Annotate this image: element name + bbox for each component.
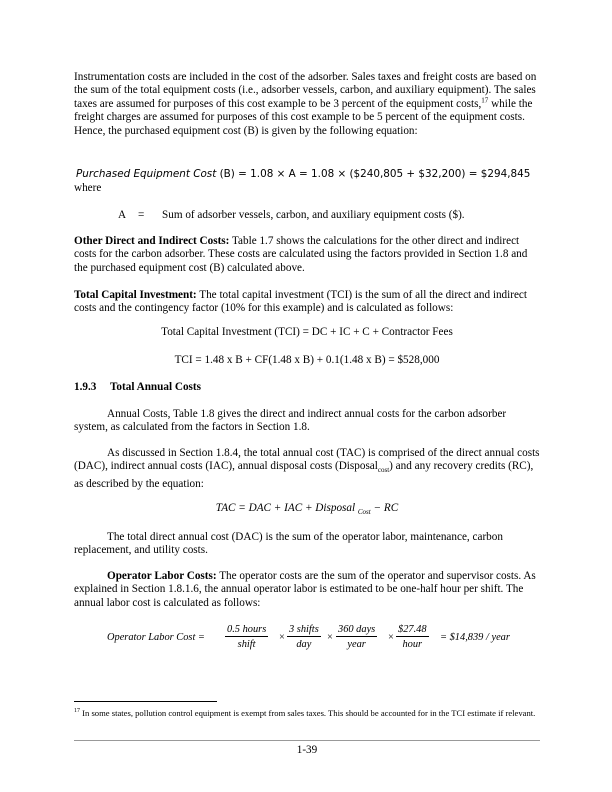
fraction-shifts-per-day	[287, 624, 321, 650]
equation-lhs: Purchased Equipment Cost	[76, 168, 217, 180]
paragraph-tac	[74, 447, 540, 491]
definition-equals: =	[138, 209, 145, 221]
denominator: hour	[402, 639, 423, 650]
equation-tci-definition: Total Capital Investment (TCI) = DC + IC + C + Contractor Fees	[161, 326, 453, 338]
run-in-heading: Other Direct and Indirect Costs:	[74, 235, 230, 247]
numerator: 3 shifts	[289, 624, 319, 635]
page-footer-divider	[74, 740, 540, 741]
paragraph-total-capital	[74, 289, 540, 316]
page-number: 1-39	[296, 744, 318, 756]
equation-lhs: Operator Labor Cost =	[107, 632, 205, 643]
paragraph-annual-costs: Annual Costs, Table 1.8 gives the direct and indirect annual costs for the carbon adsorber system, as calculated from the factors in Section 1.8.	[74, 408, 507, 434]
equation-purchased-equipment-cost	[76, 168, 530, 180]
paragraph-instrumentation	[74, 71, 540, 138]
run-in-heading: Operator Labor Costs:	[107, 570, 217, 582]
footnote-divider	[74, 701, 217, 702]
fraction-hours-per-shift	[225, 624, 268, 650]
numerator: 360 days	[338, 624, 376, 635]
paragraph-text: while the freight charges are assumed for purposes of this cost example to be 5 percent of the equipment costs. Hence, the purchased equipment cost (B) is given by the following equation:	[74, 97, 533, 137]
paragraph-dac: The total direct annual cost (DAC) is the sum of the operator labor, maintenance, carbon replacement, and utility costs.	[74, 531, 503, 557]
footnote	[74, 708, 540, 719]
denominator: year	[347, 639, 366, 650]
equation-tail: − RC	[370, 502, 399, 514]
paragraph-text: The total capital investment (TCI) is the sum of all the direct and indirect costs and the contingency factor (10% for this example) and is calculated as follows:	[74, 289, 528, 315]
definition-text: Sum of adsorber vessels, carbon, and auxiliary equipment costs ($).	[162, 209, 465, 221]
definition-symbol: A	[118, 209, 127, 221]
fraction-rate-per-hour	[396, 624, 429, 650]
run-in-heading: Total Capital Investment:	[74, 289, 197, 301]
equation-result: = $14,839 / year	[440, 632, 510, 643]
equation-rhs: (B) = 1.08 × A = 1.08 × ($240,805 + $32,200) = $294,845	[219, 168, 531, 180]
times-sign: ×	[279, 632, 285, 643]
denominator: shift	[237, 639, 256, 650]
subscript: cost	[377, 466, 390, 475]
paragraph-text: The operator costs are the sum of the operator and supervisor costs. As explained in Section 1.8.1.6, the annual operator labor is estimated to be one-half hour per shift. The annual labor cost is calculated as follows:	[74, 570, 536, 609]
paragraph-text: Table 1.7 shows the calculations for the other direct and indirect costs for the carbon adsorber. These costs are calculated using the factors provided in Section 1.8 and the purchased equipment cost (B) calculated above.	[74, 235, 528, 274]
equation-main: TAC = DAC + IAC + Disposal	[215, 502, 358, 514]
section-title: Total Annual Costs	[110, 381, 201, 393]
footnote-reference[interactable]: 17	[481, 96, 489, 105]
where-label: where	[74, 182, 102, 194]
footnote-mark: 17	[74, 708, 80, 715]
footnote-text: In some states, pollution control equipment is exempt from sales taxes. This should be accounted for in the TCI estimate if relevant.	[80, 708, 536, 718]
numerator: $27.48	[398, 624, 427, 635]
times-sign: ×	[327, 632, 333, 643]
paragraph-operator-labor	[74, 570, 540, 610]
numerator: 0.5 hours	[227, 624, 267, 635]
equation-subscript: Cost	[357, 508, 371, 517]
paragraph-other-costs	[74, 235, 540, 275]
equation-tac	[74, 502, 540, 516]
paragraph-text: ) and any recovery credits (RC), as described by the equation:	[74, 460, 534, 491]
denominator: day	[296, 639, 312, 650]
variable-definition	[118, 209, 465, 221]
fraction-days-per-year	[336, 624, 377, 650]
paragraph-text: As discussed in Section 1.8.4, the total annual cost (TAC) is comprised of the direct annual costs (DAC), indirect annual costs (IAC), annual disposal costs (Disposal	[74, 447, 540, 473]
paragraph-text: Instrumentation costs are included in the cost of the adsorber. Sales taxes and freight costs are based on the sum of the total equipment costs (i.e., adsorber vessels, carbon, and auxiliary equipment). The sales taxes are assumed for purposes of this cost example to be 3 percent of the equipment costs,	[74, 71, 537, 110]
section-heading	[74, 381, 201, 393]
section-number: 1.9.3	[74, 381, 97, 393]
equation-tci-value: TCI = 1.48 x B + CF(1.48 x B) + 0.1(1.48 x B) = $528,000	[174, 354, 440, 366]
times-sign: ×	[388, 632, 394, 643]
